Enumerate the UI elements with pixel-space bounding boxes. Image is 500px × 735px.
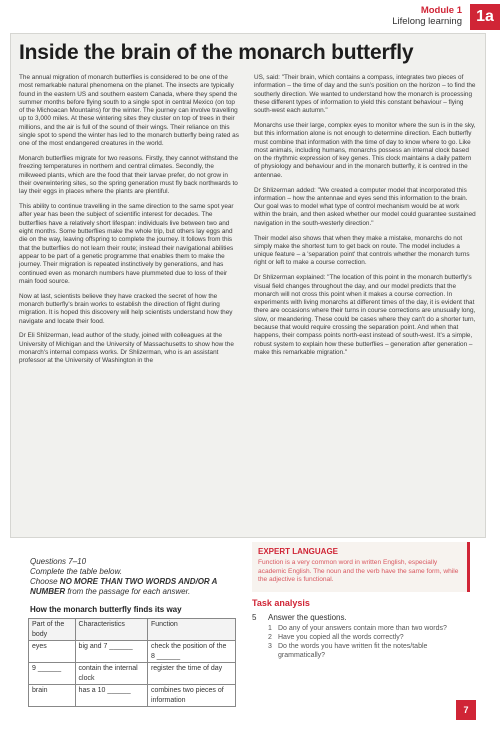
table-cell: combines two pieces of information xyxy=(147,685,235,707)
paragraph: Monarch butterflies migrate for two reasons. Firstly, they cannot withstand the freezing temperatures in northern and central climates. Secondly, the milkweed plants, which are the food that their larvae prefer, do not grow in their overwintering sites, so the spring generation must fly back northwards to lay their eggs in places where the plants are plentiful. xyxy=(19,155,239,196)
task-analysis-block xyxy=(252,613,470,660)
module-subtitle: Lifelong learning xyxy=(392,16,462,27)
expert-title: EXPERT LANGUAGE xyxy=(258,547,339,556)
module-label: Module 1 xyxy=(420,5,462,16)
choose-limit: NO MORE THAN TWO WORDS AND/OR A NUMBER xyxy=(30,577,218,596)
task-heading xyxy=(252,613,470,622)
task-number: 5 xyxy=(252,613,257,622)
table-row xyxy=(29,663,236,685)
table-cell: big and 7 ______ xyxy=(75,641,147,663)
module-tab: 1a xyxy=(470,4,500,30)
article-title: Inside the brain of the monarch butterfly xyxy=(19,41,414,64)
table-cell: has a 10 ______ xyxy=(75,685,147,707)
paragraph: Their model also shows that when they make a mistake, monarchs do not simply make the shortest turn to get back on route. The model includes a unique feature – a 'separation point' that controls whether the monarch turns right or left to make a course correction. xyxy=(254,234,470,267)
task-item-number: 1 xyxy=(268,625,272,632)
page-number: 7 xyxy=(456,700,476,720)
table-cell: register the time of day xyxy=(147,663,235,685)
task-heading-text: Answer the questions. xyxy=(268,613,347,622)
task-item xyxy=(252,642,470,660)
paragraph: US, said: "Their brain, which contains a compass, integrates two pieces of information – the time of day and the sun's position on the horizon – to find the southerly direction. We wanted to understand how the monarch is processing these different types of information to yield this constant behaviour – flying south-west each autumn." xyxy=(254,74,476,115)
notes-table xyxy=(28,618,236,707)
task-item-number: 3 xyxy=(268,643,272,650)
paragraph: Monarchs use their large, complex eyes to monitor where the sun is in the sky, but this information alone is not enough to determine direction. Each butterfly must combine that information with the time of day to know where to go. Like most animals, including humans, monarchs possess an internal clock based on the rhythmic expression of key genes. This clock maintains a daily pattern of physiology and behaviour and in the monarch butterfly, it is centred in the antennae. xyxy=(254,121,476,179)
module-text xyxy=(392,4,470,27)
table-cell: 9 ______ xyxy=(29,663,76,685)
task-analysis-title: Task analysis xyxy=(252,598,310,608)
table-title: How the monarch butterfly finds its way xyxy=(30,605,182,614)
paragraph: The annual migration of monarch butterflies is considered to be one of the most remarkable natural phenomena on the planet. The insects are typically found in the eastern US and southern eastern Canada, where they spend the summer months before flying south to a single spot in central Mexico (on top of the Michoacan Mountains) for the winter. The journey can involve travelling up to 3,000 miles. At these wintering sites they cluster on top of trees in their millions, and the air is full of the sound of their wings. Their reliance on this single spot to spend the winter has led to the monarch butterfly being rated as one of the most endangered creatures in the world. xyxy=(19,74,239,148)
task-item-text: Do the words you have written fit the notes/table grammatically? xyxy=(278,643,428,659)
article-column-left xyxy=(19,74,241,372)
choose-suffix: from the passage for each answer. xyxy=(65,587,191,596)
table-cell: brain xyxy=(29,685,76,707)
choose-prefix: Choose xyxy=(30,577,60,586)
questions-choose xyxy=(30,577,240,597)
table-cell: contain the internal clock xyxy=(75,663,147,685)
questions-block xyxy=(30,557,240,597)
paragraph: Dr Eli Shlizerman, lead author of the study, joined with colleagues at the University of Michigan and the University of Massachusetts to show how the monarch's internal compass works. Dr Shlizerman, who is an assistant professor at the University of Washington in the xyxy=(19,332,234,365)
paragraph: Dr Shlizerman added: "We created a computer model that incorporated this information – how the antennae and eyes send this information to the brain. Our goal was to model what type of control mechanism would be at work within the brain, and then asked whether our model could guarantee sustained navigation in the south-westerly direction." xyxy=(254,186,476,227)
task-item-text: Do any of your answers contain more than two words? xyxy=(278,625,447,632)
table-row xyxy=(29,685,236,707)
questions-instruction: Complete the table below. xyxy=(30,567,123,576)
table-header-cell: Characteristics xyxy=(75,619,147,641)
expert-language-box xyxy=(252,542,470,592)
table-header-cell: Part of the body xyxy=(29,619,76,641)
paragraph: Now at last, scientists believe they have cracked the secret of how the monarch butterfly's brain works to establish the direction of flight during migration. It is hoped this discovery will help scientists understand how they navigate and locate their food. xyxy=(19,292,233,325)
task-item-number: 2 xyxy=(268,634,272,641)
questions-range: Questions 7–10 xyxy=(30,557,87,566)
expert-body: Function is a very common word in written English, especially academic English. The noun and the verb have the same form, while the adjective is functional. xyxy=(258,559,459,584)
article-panel xyxy=(10,33,486,538)
table-header-row xyxy=(29,619,236,641)
module-header xyxy=(392,4,500,30)
task-item-text: Have you copied all the words correctly? xyxy=(278,634,404,641)
article-column-right xyxy=(254,74,476,364)
task-item xyxy=(252,633,470,642)
paragraph: Dr Shlizerman explained: "The location of this point in the monarch butterfly's visual field changes throughout the day, and our model predicts that the monarch will not cross this point when it makes a course correction. In experiments with living monarchs at different times of the day, it is evident that there are occasions where their turns in course corrections are unusually long, slow, or meandering. These could be cases where they can't do a shorter turn, because that would require crossing the separation point. And when that happens, their compass points north-east instead of south-west. It's a simple, robust system to explain how these butterflies – generation after generation – make this remarkable migration." xyxy=(254,274,476,356)
task-item xyxy=(252,624,470,633)
table-header-cell: Function xyxy=(147,619,235,641)
table-cell: eyes xyxy=(29,641,76,663)
table-row xyxy=(29,641,236,663)
paragraph: This ability to continue travelling in the same direction to the same spot year after year has been the subject of scientific interest for decades. The butterflies have a relatively short lifespan: individuals live between two and eight months. Some butterflies make the whole trip, but others lay eggs and die on the way, leaving offspring to complete the journey. It follows from this that the butterflies do not learn their route; instead their navigational abilities appear to be part of a genetic programme that enables them to make the journey. Their migration is repeated instinctively by generations, and has continued even as monarch numbers have plummeted due to loss of their main food source. xyxy=(19,203,234,285)
table-cell: check the position of the 8 ______ xyxy=(147,641,235,663)
